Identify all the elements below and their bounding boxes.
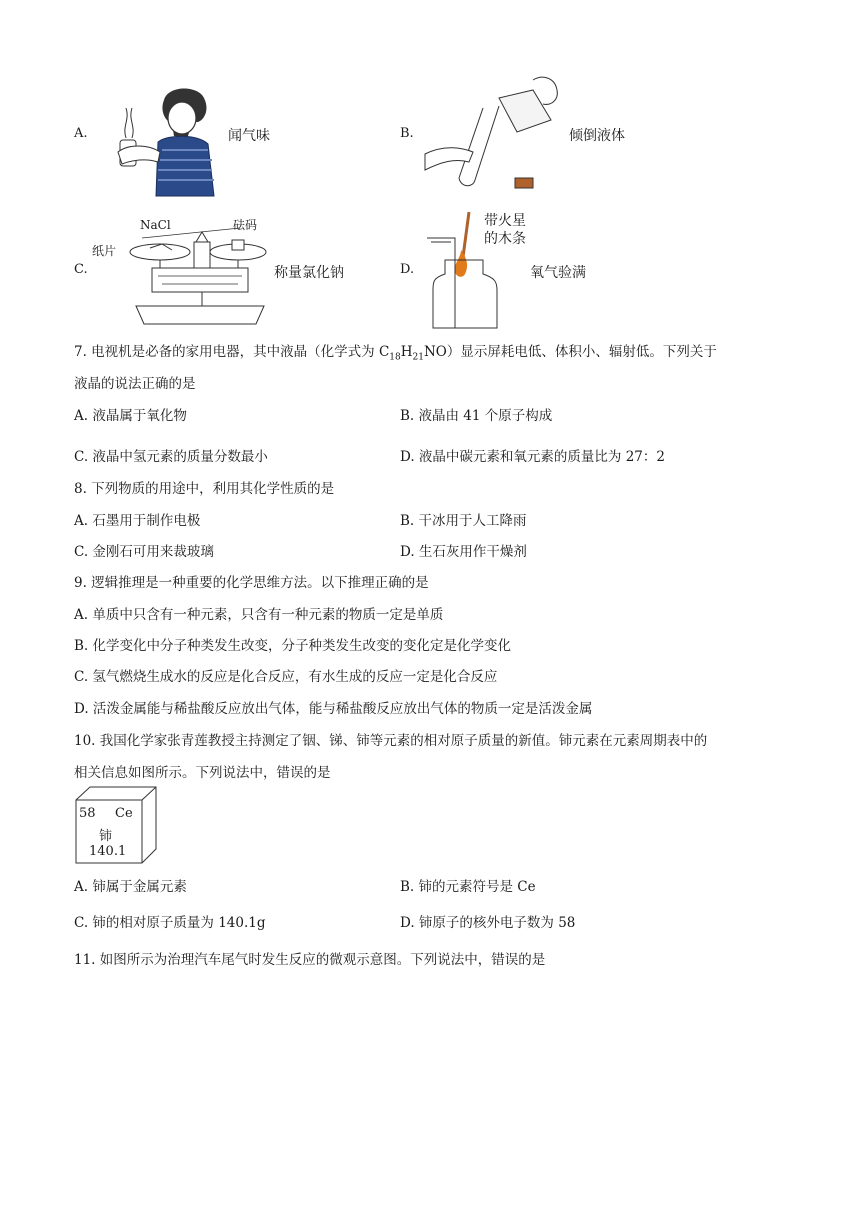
q9-option-a: A. 单质中只含有一种元素，只含有一种元素的物质一定是单质	[74, 607, 444, 623]
q7-option-b: B. 液晶由 41 个原子构成	[400, 408, 553, 424]
label-nacl: NaCl	[140, 218, 171, 232]
pouring-liquid-illustration	[425, 70, 575, 196]
q6-option-a-caption: 闻气味	[228, 128, 270, 144]
label-weight: 砝码	[233, 218, 258, 232]
q7-stem-part-b: NO）显示屏耗电低、体积小、辐射低。下列关于	[423, 344, 717, 360]
q10-option-d: D. 铈原子的核外电子数为 58	[400, 915, 576, 931]
q10-option-b: B. 铈的元素符号是 Ce	[400, 879, 536, 895]
q8-stem: 8. 下列物质的用途中，利用其化学性质的是	[74, 481, 335, 497]
q8-option-c: C. 金刚石可用来裁玻璃	[74, 544, 214, 560]
q7-option-a: A. 液晶属于氧化物	[74, 408, 187, 424]
q9-option-c: C. 氢气燃烧生成水的反应是化合反应，有水生成的反应一定是化合反应	[74, 669, 498, 685]
q7-stem-part-a: 7. 电视机是必备的家用电器，其中液晶（化学式为 C	[74, 344, 390, 360]
q8-option-d: D. 生石灰用作干燥剂	[400, 544, 527, 560]
q7-stem-line-2: 液晶的说法正确的是	[74, 376, 196, 392]
element-card-cerium	[75, 786, 157, 864]
label-glowing-stick-1: 带火星	[484, 213, 526, 229]
q6-option-c-letter: C.	[74, 262, 88, 277]
element-symbol: Ce	[115, 806, 133, 821]
q9-option-b: B. 化学变化中分子种类发生改变，分子种类发生改变的变化定是化学变化	[74, 638, 512, 654]
q6-option-b-caption: 倾倒液体	[569, 128, 625, 144]
element-name: 铈	[99, 829, 113, 844]
q6-option-a-letter: A.	[74, 126, 88, 141]
q8-option-a: A. 石墨用于制作电极	[74, 513, 201, 529]
element-atomic-number: 58	[79, 806, 96, 821]
q7-formula-sub-h: 21	[412, 352, 424, 363]
q6-option-d-letter: D.	[400, 262, 415, 277]
q7-formula-sub-c: 18	[389, 352, 401, 363]
q9-option-d: D. 活泼金属能与稀盐酸反应放出气体，能与稀盐酸反应放出气体的物质一定是活泼金属	[74, 701, 593, 717]
element-atomic-mass: 140.1	[89, 844, 127, 859]
q9-stem: 9. 逻辑推理是一种重要的化学思维方法。以下推理正确的是	[74, 575, 429, 591]
q10-stem-line-2: 相关信息如图所示。下列说法中，错误的是	[74, 765, 331, 781]
smelling-gas-illustration	[108, 80, 223, 198]
q11-stem: 11. 如图所示为治理汽车尾气时发生反应的微观示意图。下列说法中，错误的是	[74, 952, 546, 968]
q10-option-c: C. 铈的相对原子质量为 140.1g	[74, 915, 266, 931]
label-glowing-stick-2: 的木条	[484, 231, 526, 247]
q8-option-b: B. 干冰用于人工降雨	[400, 513, 527, 529]
q7-formula-h: H	[400, 344, 413, 360]
label-paper: 纸片	[92, 244, 117, 258]
q7-option-d: D. 液晶中碳元素和氧元素的质量比为 27：2	[400, 449, 665, 465]
q6-option-b-letter: B.	[400, 126, 414, 141]
q10-option-a: A. 铈属于金属元素	[74, 879, 187, 895]
q6-option-d-caption: 氧气验满	[530, 265, 586, 281]
oxygen-test-illustration	[425, 210, 505, 332]
q6-option-c-caption: 称量氯化钠	[274, 265, 344, 281]
balance-scale-illustration	[122, 228, 272, 328]
q10-stem-line-1: 10. 我国化学家张青莲教授主持测定了铟、锑、铈等元素的相对原子质量的新值。铈元素在元素周期表中的	[74, 733, 708, 749]
q7-option-c: C. 液晶中氢元素的质量分数最小	[74, 449, 268, 465]
q7-stem	[74, 340, 717, 363]
